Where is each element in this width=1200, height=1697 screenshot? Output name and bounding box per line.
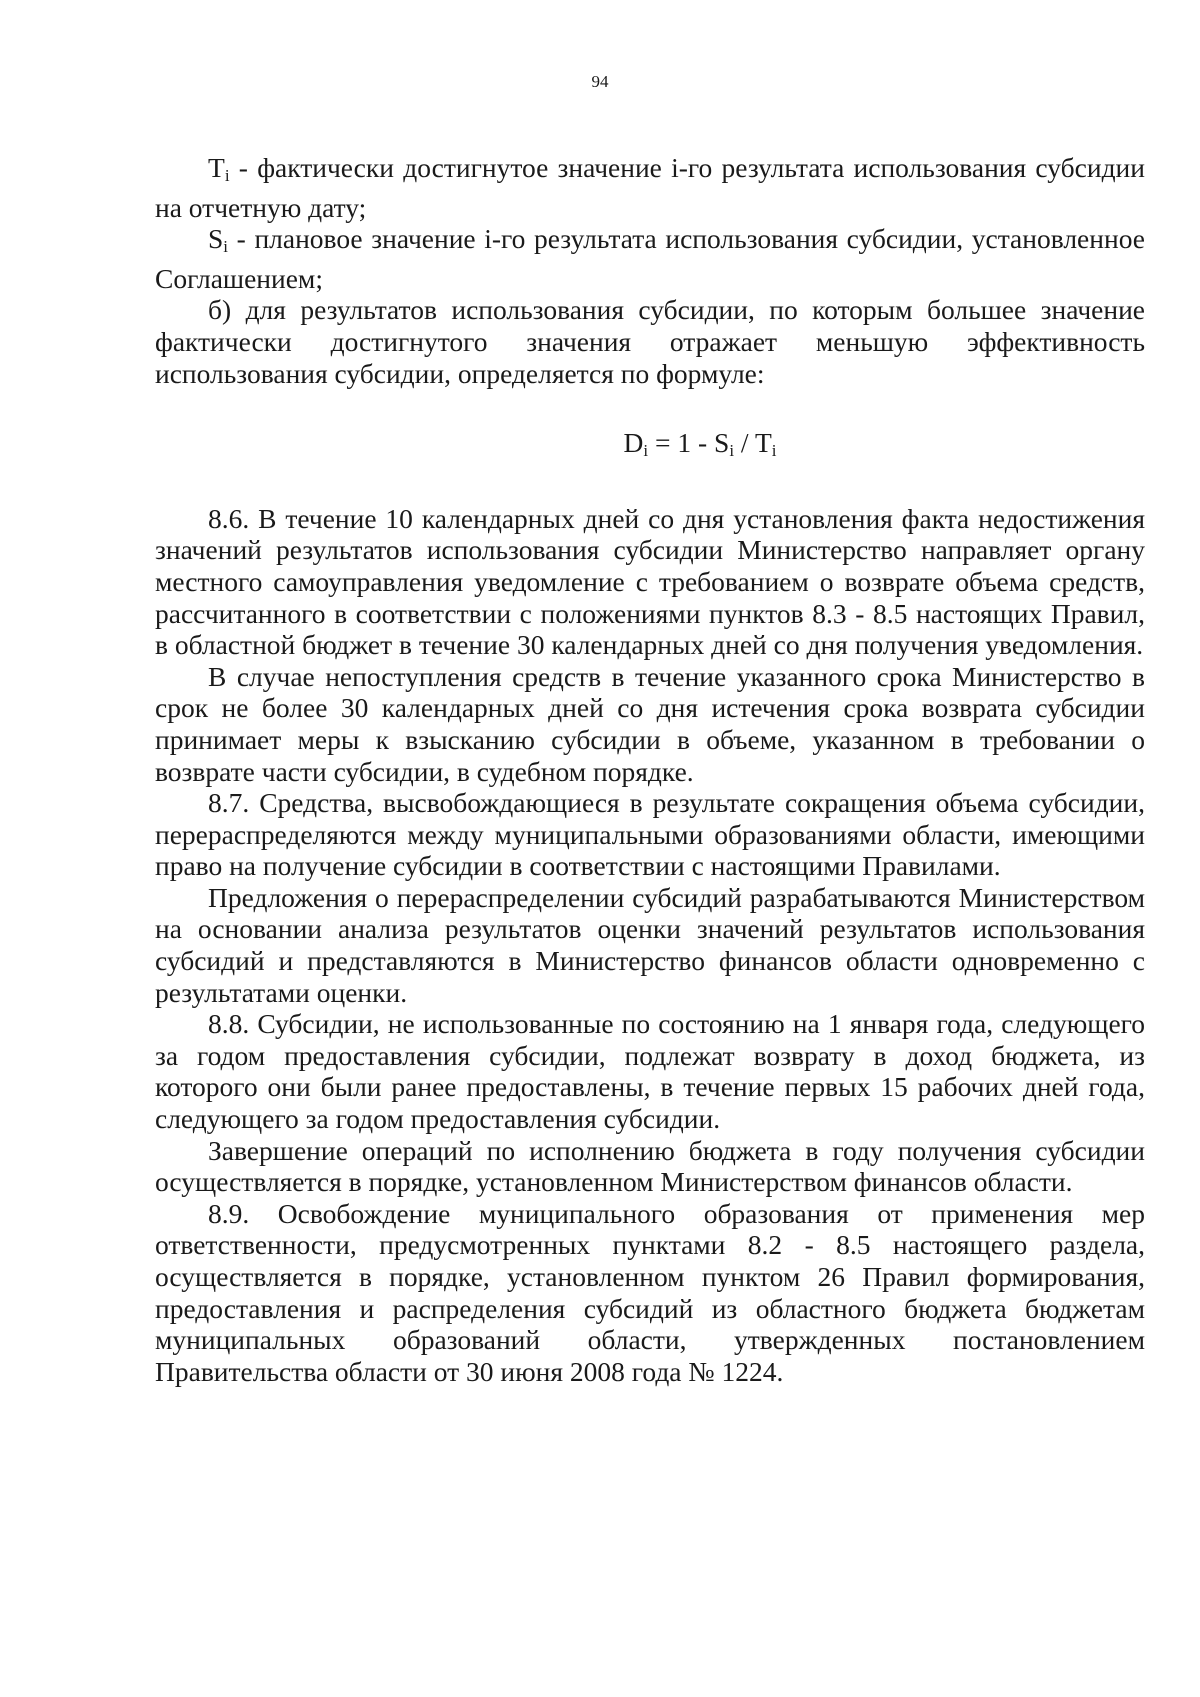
symbol-s: S [208,223,224,255]
formula-operator: = 1 - [648,427,715,459]
paragraph-8-8: 8.8. Субсидии, не использованные по состоянию на 1 января года, следующего за годом предоставления субсидии, подлежат возврату в доход бюджета, из которого они были ранее предоставлены, в течение первых 15 рабочих дней года, следующего за годом предоставления субсидии. [155,1008,1145,1135]
page-number: 94 [591,72,609,91]
paragraph-redistribution: Предложения о перераспределении субсидий разрабатываются Министерством на основании анализа результатов оценки значений результатов использования субсидий и представляются в Министерство финансов области одновременно с результатами оценки. [155,881,1145,1008]
subscript-i: i [224,166,230,185]
symbol-t: T [754,427,772,459]
symbol-s: S [714,427,730,459]
formula-di [155,427,1145,467]
document-body [155,152,1145,1387]
paragraph-text: - плановое значение i-го результата использования субсидии, установленное Соглашением; [155,223,1145,294]
paragraph-8-9: 8.9. Освобождение муниципального образования от применения мер ответственности, предусмотренных пунктами 8.2 - 8.5 настоящего раздела, осуществляется в порядке, установленном пунктом 26 Правил формирования, предоставления и распределения субсидий из областного бюджета бюджетам муниципальных образований области, утвержденных постановлением Правительства области от 30 июня 2008 года № 1224. [155,1197,1145,1387]
paragraph-8-7: 8.7. Средства, высвобождающиеся в результате сокращения объема субсидии, перераспределяются между муниципальными образованиями области, имеющими право на получение субсидии в соответствии с настоящими Правилами. [155,787,1145,882]
paragraph-budget-completion: Завершение операций по исполнению бюджета в году получения субсидии осуществляется в порядке, установленном Министерством финансов области. [155,1134,1145,1198]
subscript-i: i [771,441,777,461]
subscript-i: i [223,237,229,257]
formula-slash: / [734,427,755,459]
paragraph-8-6: 8.6. В течение 10 календарных дней со дня установления факта недостижения значений результатов использования субсидии Министерство направляет органу местного самоуправления уведомление с требованием о возврате объема средств, рассчитанного в соответствии с положениями пунктов 8.3 - 8.5 настоящих Правил, в областной бюджет в течение 30 календарных дней со дня получения уведомления. [155,502,1145,661]
paragraph-ti-definition [155,152,1145,223]
subscript-i: i [729,441,735,461]
symbol-d: D [623,427,644,459]
subscript-i: i [643,441,649,461]
paragraph-si-definition [155,223,1145,294]
paragraph-text: - фактически достигнутое значение i-го результата использования субсидии на отчетную дату; [155,152,1145,223]
symbol-t: T [208,152,225,183]
paragraph-nonreceipt: В случае непоступления средств в течение указанного срока Министерство в срок не более 30 календарных дней со дня истечения срока возврата субсидии принимает меры к взысканию субсидии в объеме, указанном в требовании о возврате части субсидии, в судебном порядке. [155,660,1145,787]
paragraph-b: б) для результатов использования субсидии, по которым большее значение фактически достигнутого значения отражает меньшую эффективность использования субсидии, определяется по формуле: [155,294,1145,389]
